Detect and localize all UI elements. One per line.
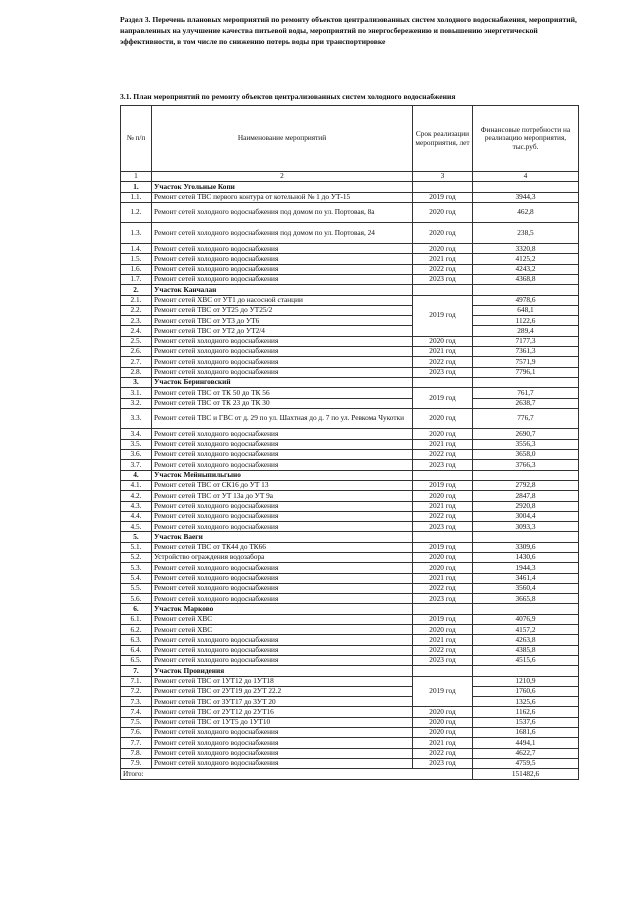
row-number: 2.6. bbox=[121, 347, 152, 357]
row-value: 3665,8 bbox=[473, 594, 579, 604]
section-title-cell: Участок Канчалан bbox=[152, 285, 413, 295]
table-row bbox=[121, 316, 579, 326]
row-number: 5.4. bbox=[121, 573, 152, 583]
row-value: 776,7 bbox=[473, 408, 579, 429]
row-term: 2021 год bbox=[413, 738, 473, 748]
section-number: 5. bbox=[121, 532, 152, 542]
row-value: 4759,5 bbox=[473, 758, 579, 768]
table-row bbox=[121, 697, 579, 707]
row-value: 4385,8 bbox=[473, 645, 579, 655]
column-number-row bbox=[121, 172, 579, 182]
section-number: 1. bbox=[121, 182, 152, 192]
row-number: 7.5. bbox=[121, 717, 152, 727]
row-value: 4978,6 bbox=[473, 295, 579, 305]
row-name: Ремонт сетей холодного водоснабжения под домом по ул. Портовая, 24 bbox=[152, 223, 413, 244]
row-term: 2023 год bbox=[413, 655, 473, 665]
row-term: 2019 год bbox=[413, 388, 473, 409]
row-term: 2020 год bbox=[413, 552, 473, 562]
row-term: 2019 год bbox=[413, 614, 473, 624]
row-value: 3004,4 bbox=[473, 511, 579, 521]
table-row bbox=[121, 388, 579, 398]
section-number: 7. bbox=[121, 666, 152, 676]
row-term: 2023 год bbox=[413, 274, 473, 284]
table-row bbox=[121, 573, 579, 583]
row-value: 1430,6 bbox=[473, 552, 579, 562]
table-row bbox=[121, 254, 579, 264]
row-name: Ремонт сетей холодного водоснабжения bbox=[152, 347, 413, 357]
row-term: 2022 год bbox=[413, 264, 473, 274]
row-name: Ремонт сетей холодного водоснабжения bbox=[152, 511, 413, 521]
row-name: Ремонт сетей холодного водоснабжения bbox=[152, 450, 413, 460]
row-value: 1944,3 bbox=[473, 563, 579, 573]
row-value: 1681,6 bbox=[473, 728, 579, 738]
empty-cell bbox=[413, 532, 473, 542]
row-term: 2023 год bbox=[413, 594, 473, 604]
row-number: 7.6. bbox=[121, 728, 152, 738]
row-value: 3093,3 bbox=[473, 522, 579, 532]
row-term: 2021 год bbox=[413, 501, 473, 511]
table-row bbox=[121, 542, 579, 552]
row-name: Ремонт сетей ХВС bbox=[152, 625, 413, 635]
section-number: 2. bbox=[121, 285, 152, 295]
row-number: 3.3. bbox=[121, 408, 152, 429]
row-name: Ремонт сетей холодного водоснабжения bbox=[152, 254, 413, 264]
row-name: Ремонт сетей ТВС первого контура от котельной № 1 до УТ-15 bbox=[152, 192, 413, 202]
row-value: 4368,8 bbox=[473, 274, 579, 284]
row-name: Ремонт сетей холодного водоснабжения bbox=[152, 655, 413, 665]
row-name: Ремонт сетей холодного водоснабжения bbox=[152, 264, 413, 274]
row-name: Ремонт сетей ТВС от УТ2 до УТ2/4 bbox=[152, 326, 413, 336]
row-term: 2020 год bbox=[413, 717, 473, 727]
section-title-cell: Участок Провидения bbox=[152, 666, 413, 676]
section-row bbox=[121, 377, 579, 387]
row-name: Ремонт сетей холодного водоснабжения bbox=[152, 274, 413, 284]
row-name: Устройство ограждения водозабора bbox=[152, 552, 413, 562]
header-name: Наименование мероприятий bbox=[152, 106, 413, 172]
section-row bbox=[121, 604, 579, 614]
row-value: 1325,6 bbox=[473, 697, 579, 707]
table-row bbox=[121, 676, 579, 686]
row-number: 5.3. bbox=[121, 563, 152, 573]
row-term: 2019 год bbox=[413, 480, 473, 490]
row-value: 1122,6 bbox=[473, 316, 579, 326]
row-value: 2690,7 bbox=[473, 429, 579, 439]
row-value: 4494,1 bbox=[473, 738, 579, 748]
total-label: Итого: bbox=[121, 769, 473, 779]
row-name: Ремонт сетей холодного водоснабжения bbox=[152, 367, 413, 377]
row-number: 2.8. bbox=[121, 367, 152, 377]
table-row bbox=[121, 583, 579, 593]
row-name: Ремонт сетей холодного водоснабжения bbox=[152, 429, 413, 439]
table-row bbox=[121, 367, 579, 377]
row-term: 2021 год bbox=[413, 635, 473, 645]
section-title: Раздел 3. Перечень плановых мероприятий по ремонту объектов централизованных систем холодного водоснабжения, мероприятий, направленных на улучшение качества питьевой воды, мероприятий по энергосбережению и повышению энергетической эффективности, в том числе по снижению потерь воды при транспортировке bbox=[120, 15, 577, 46]
row-value: 3556,3 bbox=[473, 439, 579, 449]
row-value: 3766,3 bbox=[473, 460, 579, 470]
row-name: Ремонт сетей холодного водоснабжения bbox=[152, 244, 413, 254]
row-number: 6.2. bbox=[121, 625, 152, 635]
section-number: 4. bbox=[121, 470, 152, 480]
row-value: 2792,8 bbox=[473, 480, 579, 490]
row-name: Ремонт сетей ХВС от УТ1 до насосной станции bbox=[152, 295, 413, 305]
row-number: 4.1. bbox=[121, 480, 152, 490]
row-value: 1760,6 bbox=[473, 686, 579, 696]
row-name: Ремонт сетей холодного водоснабжения bbox=[152, 748, 413, 758]
row-number: 6.5. bbox=[121, 655, 152, 665]
table-row bbox=[121, 491, 579, 501]
row-number: 7.1. bbox=[121, 676, 152, 686]
total-row bbox=[121, 769, 579, 779]
table-row bbox=[121, 408, 579, 429]
row-term: 2020 год bbox=[413, 202, 473, 223]
row-name: Ремонт сетей ТВС от УТ 13а до УТ 9а bbox=[152, 491, 413, 501]
row-number: 7.9. bbox=[121, 758, 152, 768]
row-number: 7.8. bbox=[121, 748, 152, 758]
row-number: 4.3. bbox=[121, 501, 152, 511]
row-number: 1.7. bbox=[121, 274, 152, 284]
row-value: 7571,9 bbox=[473, 357, 579, 367]
section-row bbox=[121, 666, 579, 676]
row-value: 1210,9 bbox=[473, 676, 579, 686]
row-term: 2020 год bbox=[413, 707, 473, 717]
row-number: 3.2. bbox=[121, 398, 152, 408]
row-number: 6.1. bbox=[121, 614, 152, 624]
row-number: 4.5. bbox=[121, 522, 152, 532]
row-number: 7.4. bbox=[121, 707, 152, 717]
empty-cell bbox=[413, 470, 473, 480]
row-term: 2020 год bbox=[413, 336, 473, 346]
row-number: 3.4. bbox=[121, 429, 152, 439]
header-finance: Финансовые потребности на реализацию мероприятия, тыс.руб. bbox=[473, 106, 579, 172]
row-name: Ремонт сетей холодного водоснабжения bbox=[152, 501, 413, 511]
row-number: 2.3. bbox=[121, 316, 152, 326]
section-title-cell: Участок Мейныпильгыно bbox=[152, 470, 413, 480]
column-number: 3 bbox=[413, 172, 473, 182]
row-name: Ремонт сетей холодного водоснабжения bbox=[152, 594, 413, 604]
table-row bbox=[121, 686, 579, 696]
row-value: 4157,2 bbox=[473, 625, 579, 635]
row-term: 2022 год bbox=[413, 748, 473, 758]
table-row bbox=[121, 728, 579, 738]
row-term: 2020 год bbox=[413, 244, 473, 254]
row-term: 2022 год bbox=[413, 583, 473, 593]
empty-cell bbox=[473, 285, 579, 295]
section-title-cell: Участок Угольные Копи bbox=[152, 182, 413, 192]
table-row bbox=[121, 594, 579, 604]
row-value: 2847,8 bbox=[473, 491, 579, 501]
section-title-cell: Участок Ваеги bbox=[152, 532, 413, 542]
row-number: 1.5. bbox=[121, 254, 152, 264]
row-name: Ремонт сетей ТВС от ТК 50 до ТК 56 bbox=[152, 388, 413, 398]
row-term: 2023 год bbox=[413, 460, 473, 470]
row-term: 2023 год bbox=[413, 367, 473, 377]
row-term: 2019 год bbox=[413, 192, 473, 202]
row-term: 2023 год bbox=[413, 522, 473, 532]
row-name: Ремонт сетей холодного водоснабжения bbox=[152, 357, 413, 367]
row-value: 2638,7 bbox=[473, 398, 579, 408]
row-number: 5.6. bbox=[121, 594, 152, 604]
row-value: 4243,2 bbox=[473, 264, 579, 274]
row-term: 2019 год bbox=[413, 676, 473, 707]
empty-cell bbox=[413, 182, 473, 192]
row-term: 2021 год bbox=[413, 254, 473, 264]
row-value: 1537,6 bbox=[473, 717, 579, 727]
row-term: 2020 год bbox=[413, 563, 473, 573]
row-value: 3461,4 bbox=[473, 573, 579, 583]
row-number: 2.1. bbox=[121, 295, 152, 305]
row-name: Ремонт сетей холодного водоснабжения bbox=[152, 336, 413, 346]
row-number: 2.4. bbox=[121, 326, 152, 336]
row-value: 4263,8 bbox=[473, 635, 579, 645]
row-number: 1.1. bbox=[121, 192, 152, 202]
row-number: 2.7. bbox=[121, 357, 152, 367]
row-name: Ремонт сетей ТВС от 1УТ12 до 1УТ18 bbox=[152, 676, 413, 686]
row-value: 761,7 bbox=[473, 388, 579, 398]
row-name: Ремонт сетей холодного водоснабжения bbox=[152, 728, 413, 738]
row-number: 6.4. bbox=[121, 645, 152, 655]
table-row bbox=[121, 480, 579, 490]
row-term: 2023 год bbox=[413, 758, 473, 768]
row-name: Ремонт сетей ТВС от 2УТ12 до 2УТ16 bbox=[152, 707, 413, 717]
row-value: 7177,3 bbox=[473, 336, 579, 346]
column-number: 2 bbox=[152, 172, 413, 182]
section-row bbox=[121, 532, 579, 542]
table-row bbox=[121, 450, 579, 460]
row-name: Ремонт сетей ТВС от 3УТ17 до 3УТ 20 bbox=[152, 697, 413, 707]
row-term: 2019 год bbox=[413, 542, 473, 552]
row-name: Ремонт сетей холодного водоснабжения bbox=[152, 522, 413, 532]
empty-cell bbox=[413, 604, 473, 614]
column-number: 1 bbox=[121, 172, 152, 182]
section-number: 3. bbox=[121, 377, 152, 387]
row-name: Ремонт сетей холодного водоснабжения bbox=[152, 563, 413, 573]
table-row bbox=[121, 707, 579, 717]
row-value: 3944,3 bbox=[473, 192, 579, 202]
row-name: Ремонт сетей ТВС от УТ25 до УТ25/2 bbox=[152, 305, 413, 315]
table-row bbox=[121, 748, 579, 758]
table-row bbox=[121, 645, 579, 655]
row-name: Ремонт сетей ТВС от ТК44 до ТК66 bbox=[152, 542, 413, 552]
table-row bbox=[121, 202, 579, 223]
row-term: 2022 год bbox=[413, 511, 473, 521]
row-term: 2021 год bbox=[413, 347, 473, 357]
row-term: 2020 год bbox=[413, 429, 473, 439]
row-name: Ремонт сетей холодного водоснабжения bbox=[152, 583, 413, 593]
row-number: 7.3. bbox=[121, 697, 152, 707]
table-row bbox=[121, 274, 579, 284]
row-value: 648,1 bbox=[473, 305, 579, 315]
row-number: 3.6. bbox=[121, 450, 152, 460]
row-number: 5.1. bbox=[121, 542, 152, 552]
table-row bbox=[121, 192, 579, 202]
empty-cell bbox=[413, 285, 473, 295]
row-value: 238,5 bbox=[473, 223, 579, 244]
row-name: Ремонт сетей ТВС и ГВС от д. 29 по ул. Шахтная до д. 7 по ул. Ревкома Чукотки bbox=[152, 408, 413, 429]
table-row bbox=[121, 563, 579, 573]
section-row bbox=[121, 285, 579, 295]
empty-cell bbox=[473, 604, 579, 614]
table-row bbox=[121, 635, 579, 645]
row-name: Ремонт сетей холодного водоснабжения bbox=[152, 738, 413, 748]
row-term: 2020 год bbox=[413, 625, 473, 635]
table-row bbox=[121, 511, 579, 521]
row-term: 2020 год bbox=[413, 491, 473, 501]
table-row bbox=[121, 625, 579, 635]
table-row bbox=[121, 552, 579, 562]
empty-cell bbox=[413, 666, 473, 676]
section-title-cell: Участок Беринговский bbox=[152, 377, 413, 387]
section-row bbox=[121, 182, 579, 192]
table-row bbox=[121, 336, 579, 346]
section-title-cell: Участок Марково bbox=[152, 604, 413, 614]
row-number: 1.6. bbox=[121, 264, 152, 274]
table-row bbox=[121, 758, 579, 768]
row-value: 3309,6 bbox=[473, 542, 579, 552]
row-number: 2.2. bbox=[121, 305, 152, 315]
row-value: 7361,3 bbox=[473, 347, 579, 357]
row-number: 1.3. bbox=[121, 223, 152, 244]
row-name: Ремонт сетей ХВС bbox=[152, 614, 413, 624]
table-row bbox=[121, 244, 579, 254]
table-row bbox=[121, 295, 579, 305]
row-name: Ремонт сетей ТВС от СК16 до УТ 13 bbox=[152, 480, 413, 490]
table-row bbox=[121, 738, 579, 748]
row-name: Ремонт сетей холодного водоснабжения bbox=[152, 635, 413, 645]
row-name: Ремонт сетей ТВС от ТК 23 до ТК 30 bbox=[152, 398, 413, 408]
table-row bbox=[121, 439, 579, 449]
table-row bbox=[121, 305, 579, 315]
row-term: 2022 год bbox=[413, 645, 473, 655]
row-value: 4515,6 bbox=[473, 655, 579, 665]
row-number: 3.5. bbox=[121, 439, 152, 449]
table-row bbox=[121, 614, 579, 624]
table-row bbox=[121, 398, 579, 408]
row-name: Ремонт сетей холодного водоснабжения под домом по ул. Портовая, 8а bbox=[152, 202, 413, 223]
row-term: 2019 год bbox=[413, 295, 473, 336]
column-number: 4 bbox=[473, 172, 579, 182]
table-row bbox=[121, 357, 579, 367]
empty-cell bbox=[473, 470, 579, 480]
row-name: Ремонт сетей холодного водоснабжения bbox=[152, 439, 413, 449]
total-value: 151482,6 bbox=[473, 769, 579, 779]
row-name: Ремонт сетей холодного водоснабжения bbox=[152, 460, 413, 470]
row-name: Ремонт сетей холодного водоснабжения bbox=[152, 645, 413, 655]
row-name: Ремонт сетей холодного водоснабжения bbox=[152, 758, 413, 768]
table-row bbox=[121, 429, 579, 439]
row-name: Ремонт сетей ТВС от УТ3 до УТ6 bbox=[152, 316, 413, 326]
row-name: Ремонт сетей холодного водоснабжения bbox=[152, 573, 413, 583]
row-term: 2022 год bbox=[413, 357, 473, 367]
row-number: 7.7. bbox=[121, 738, 152, 748]
table-row bbox=[121, 501, 579, 511]
section-number: 6. bbox=[121, 604, 152, 614]
section-row bbox=[121, 470, 579, 480]
empty-cell bbox=[473, 666, 579, 676]
table-row bbox=[121, 223, 579, 244]
table-row bbox=[121, 655, 579, 665]
table-row bbox=[121, 326, 579, 336]
header-term: Срок реализации мероприятия, лет bbox=[413, 106, 473, 172]
empty-cell bbox=[473, 532, 579, 542]
empty-cell bbox=[473, 182, 579, 192]
table-header-row bbox=[121, 106, 579, 172]
row-number: 1.4. bbox=[121, 244, 152, 254]
row-number: 6.3. bbox=[121, 635, 152, 645]
row-value: 4076,9 bbox=[473, 614, 579, 624]
row-number: 2.5. bbox=[121, 336, 152, 346]
row-value: 4622,7 bbox=[473, 748, 579, 758]
row-value: 2920,8 bbox=[473, 501, 579, 511]
table-row bbox=[121, 460, 579, 470]
table-row bbox=[121, 264, 579, 274]
table-row bbox=[121, 717, 579, 727]
subsection-title: 3.1. План мероприятий по ремонту объектов централизованных систем холодного водоснабжения bbox=[120, 92, 456, 101]
row-value: 462,8 bbox=[473, 202, 579, 223]
row-value: 3560,4 bbox=[473, 583, 579, 593]
row-term: 2021 год bbox=[413, 439, 473, 449]
row-name: Ремонт сетей ТВС от 2УТ19 до 2УТ 22.2 bbox=[152, 686, 413, 696]
row-number: 7.2. bbox=[121, 686, 152, 696]
row-term: 2020 год bbox=[413, 728, 473, 738]
row-term: 2022 год bbox=[413, 450, 473, 460]
table-row bbox=[121, 347, 579, 357]
table-row bbox=[121, 522, 579, 532]
row-value: 7796,1 bbox=[473, 367, 579, 377]
row-number: 5.5. bbox=[121, 583, 152, 593]
row-value: 3320,8 bbox=[473, 244, 579, 254]
empty-cell bbox=[473, 377, 579, 387]
row-number: 4.2. bbox=[121, 491, 152, 501]
row-name: Ремонт сетей ТВС от 1УТ5 до 1УТ10 bbox=[152, 717, 413, 727]
row-number: 3.1. bbox=[121, 388, 152, 398]
repair-plan-table bbox=[120, 105, 579, 780]
row-number: 5.2. bbox=[121, 552, 152, 562]
row-number: 3.7. bbox=[121, 460, 152, 470]
row-value: 4125,2 bbox=[473, 254, 579, 264]
table-body bbox=[121, 182, 579, 769]
empty-cell bbox=[413, 377, 473, 387]
row-value: 289,4 bbox=[473, 326, 579, 336]
row-value: 3658,0 bbox=[473, 450, 579, 460]
row-number: 1.2. bbox=[121, 202, 152, 223]
row-term: 2020 год bbox=[413, 408, 473, 429]
row-number: 4.4. bbox=[121, 511, 152, 521]
row-term: 2021 год bbox=[413, 573, 473, 583]
row-value: 1162,6 bbox=[473, 707, 579, 717]
row-term: 2020 год bbox=[413, 223, 473, 244]
header-num: № п/п bbox=[121, 106, 152, 172]
